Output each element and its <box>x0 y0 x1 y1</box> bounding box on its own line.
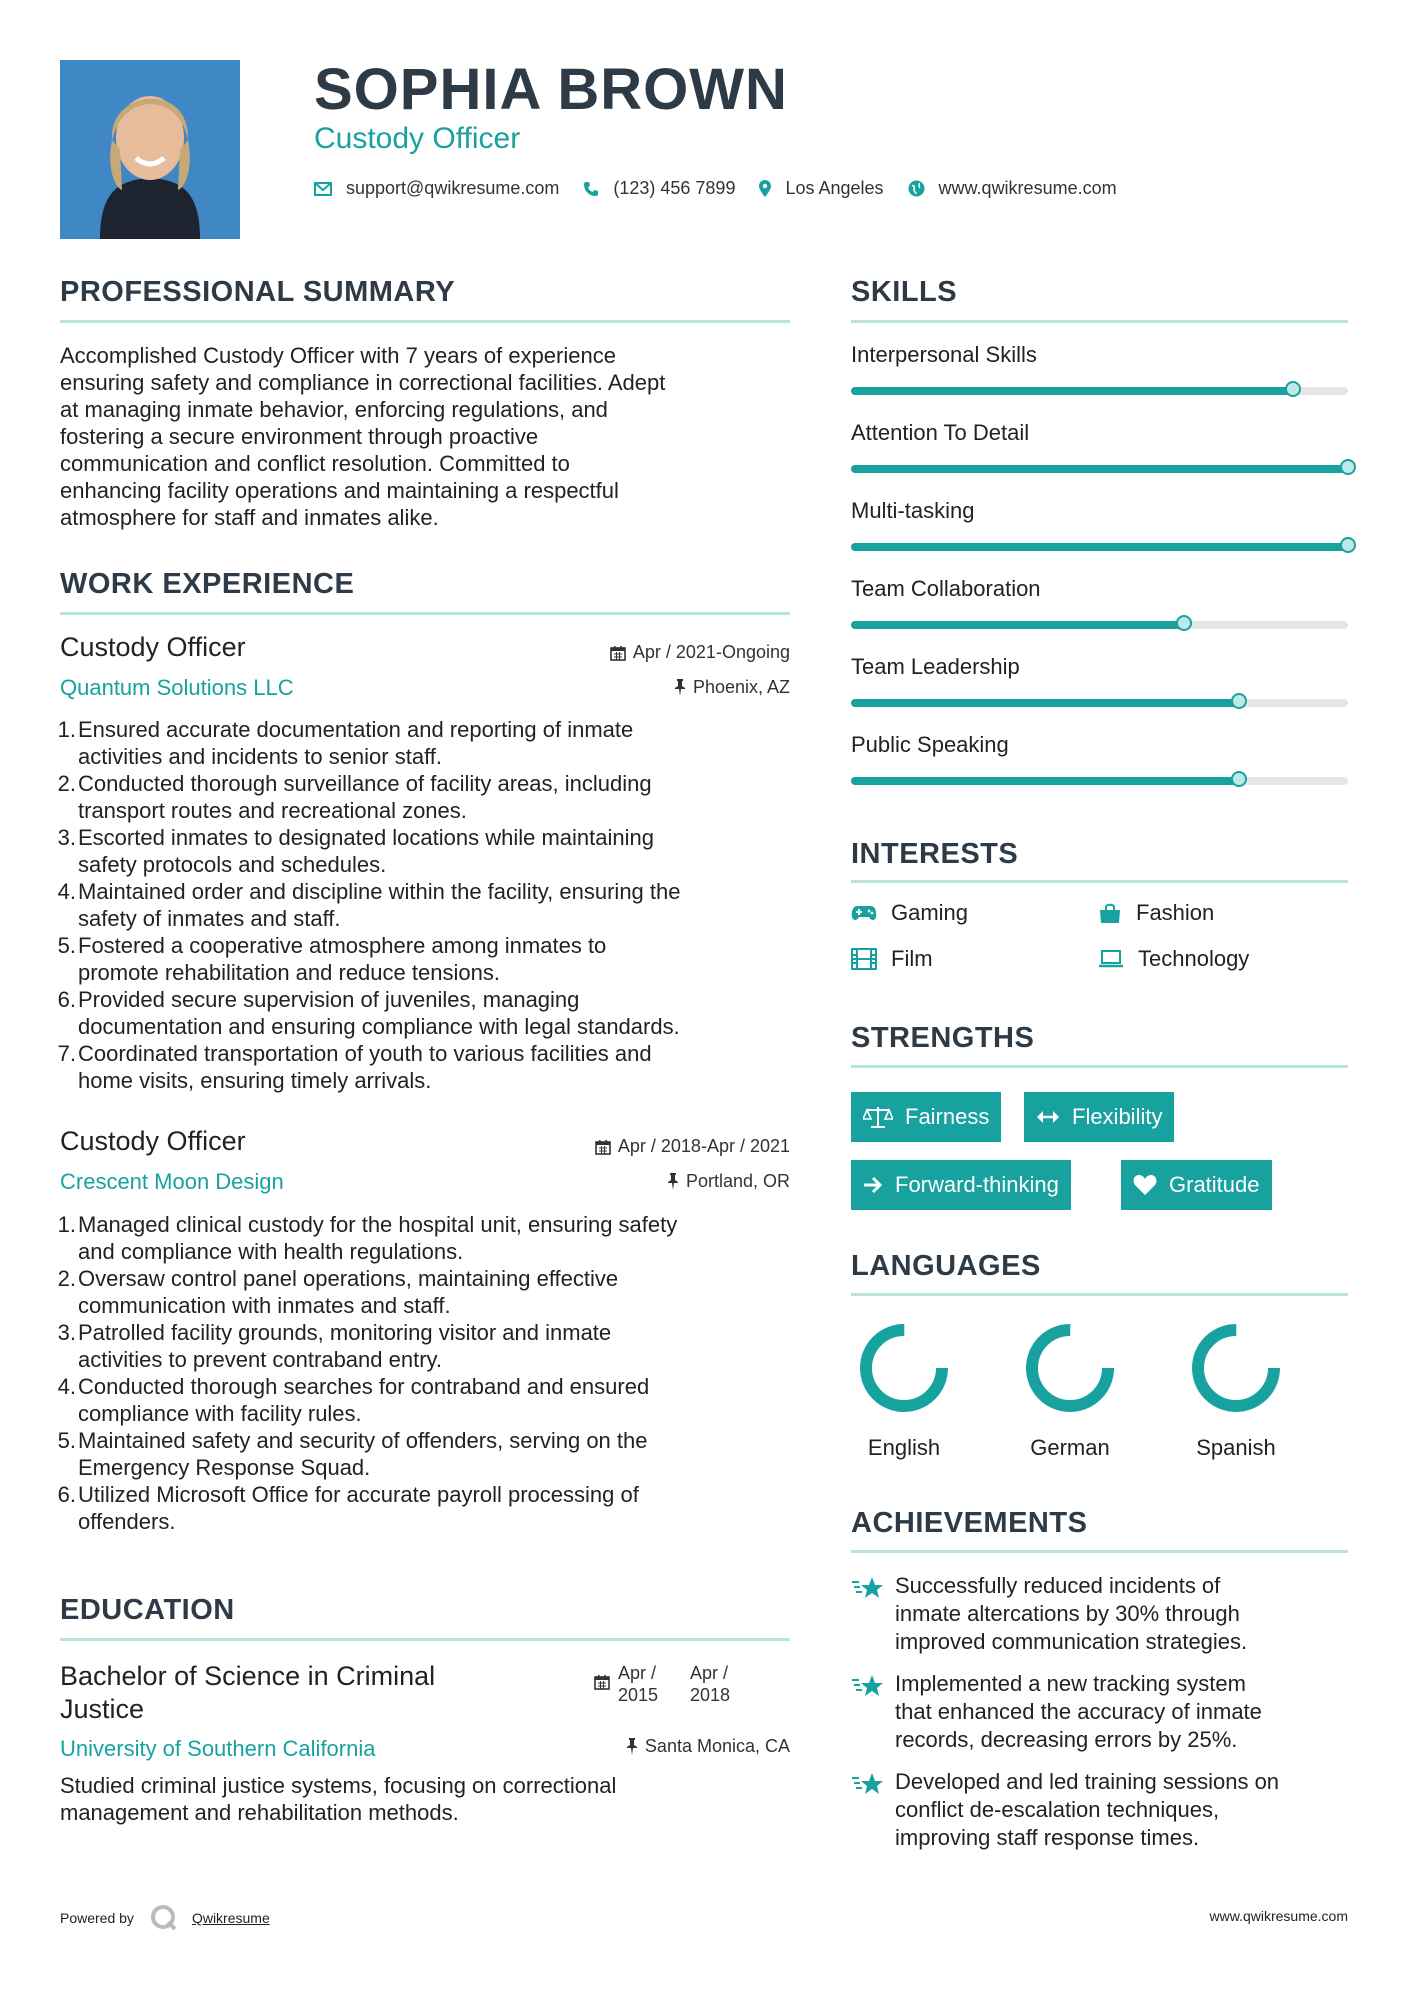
arrow-right-icon <box>863 1176 883 1194</box>
skill-level-knob <box>1285 381 1301 397</box>
strength-chip-flexibility <box>1024 1092 1174 1142</box>
skill-name: Public Speaking <box>851 732 1009 757</box>
arrows-horizontal-icon <box>1036 1110 1060 1124</box>
languages-list <box>851 1318 1348 1468</box>
language-ring <box>1176 1318 1296 1418</box>
achievements-divider <box>851 1550 1348 1553</box>
job-dates-text: Apr / 2021-Ongoing <box>632 642 790 662</box>
job-dates-text: Apr / 2018-Apr / 2021 <box>617 1136 790 1156</box>
brand-link[interactable]: Qwikresume <box>191 1910 270 1926</box>
strength-chip-gratitude <box>1121 1160 1272 1210</box>
calendar-icon <box>595 1139 611 1155</box>
skill-bar-fill <box>851 699 1239 707</box>
skill-bar-fill <box>851 543 1348 551</box>
summary-line: Accomplished Custody Officer with 7 years of experience <box>60 343 616 368</box>
language-item <box>1176 1318 1296 1461</box>
strength-label: Forward-thinking <box>895 1172 1059 1197</box>
summary-heading: PROFESSIONAL SUMMARY <box>60 276 456 308</box>
summary-line: fostering a secure environment through proactive <box>60 424 539 449</box>
skill-name: Interpersonal Skills <box>851 342 1037 367</box>
school-name: University of Southern California <box>60 1736 376 1761</box>
contact-bar <box>314 178 1141 199</box>
footer-url[interactable]: www.qwikresume.com <box>1209 1908 1348 1924</box>
shopping-bag-icon <box>1098 902 1122 924</box>
languages-divider <box>851 1293 1348 1296</box>
language-item <box>844 1318 964 1461</box>
summary-line: atmosphere for staff and inmates alike. <box>60 505 439 530</box>
education-description: Studied criminal justice systems, focusing on correctional management and rehabilitation methods. <box>60 1773 617 1825</box>
language-level-arc <box>1198 1330 1274 1406</box>
skill-level-knob <box>1231 771 1247 787</box>
skill-level-knob <box>1176 615 1192 631</box>
job-duties-list <box>57 716 818 1094</box>
calendar-icon <box>610 645 626 661</box>
skill-bar-fill <box>851 465 1348 473</box>
skill-row <box>851 576 1348 629</box>
interest-label: Technology <box>1138 946 1250 971</box>
skills-heading: SKILLS <box>851 276 958 308</box>
pushpin-icon <box>674 679 686 696</box>
list-item: 1. Managed clinical custody for the hospital unit, ensuring safety and compliance with health regulations. <box>57 1212 678 1264</box>
calendar-icon <box>594 1674 610 1690</box>
job-title: Custody Officer <box>60 1126 246 1156</box>
achievement-text: Successfully reduced incidents of inmate altercations by 30% through improved communication strategies. <box>895 1573 1248 1654</box>
balance-scale-icon <box>863 1106 893 1128</box>
achievements-list <box>851 1572 1348 1852</box>
interest-technology <box>1098 946 1249 972</box>
education-location-text: Santa Monica, CA <box>644 1736 790 1756</box>
company-name: Quantum Solutions LLC <box>60 675 294 700</box>
interest-gaming <box>851 900 968 926</box>
strengths-divider <box>851 1065 1348 1068</box>
education-start: Apr / 2015 <box>618 1663 659 1705</box>
list-item: 7. Coordinated transportation of youth to various facilities and home visits, ensuring timely arrivals. <box>57 1041 652 1093</box>
experience-divider <box>60 612 790 615</box>
list-item <box>851 1572 1348 1656</box>
job-title: Custody Officer <box>60 632 246 662</box>
strength-chip-forward-thinking <box>851 1160 1071 1210</box>
language-level-arc <box>866 1330 942 1406</box>
skill-level-knob <box>1340 537 1356 553</box>
achievements-heading: ACHIEVEMENTS <box>851 1507 1088 1539</box>
summary-line: enhancing facility operations and maintaining a respectful <box>60 478 619 503</box>
list-item: 5. Maintained safety and security of offenders, serving on the Emergency Response Squad. <box>57 1428 648 1480</box>
list-item <box>851 1670 1348 1754</box>
language-item <box>1010 1318 1130 1461</box>
skill-name: Team Leadership <box>851 654 1020 679</box>
shooting-star-icon <box>851 1672 885 1700</box>
skills-divider <box>851 320 1348 323</box>
job-location <box>480 677 790 698</box>
education-dates <box>594 1662 730 1706</box>
interests-heading: INTERESTS <box>851 838 1019 870</box>
website-link[interactable]: www.qwikresume.com <box>938 178 1117 198</box>
job-location <box>480 1171 790 1192</box>
language-name: English <box>867 1435 941 1460</box>
skill-bar-fill <box>851 777 1239 785</box>
candidate-title: Custody Officer <box>314 122 521 155</box>
interest-fashion <box>1098 900 1214 926</box>
email-icon <box>314 182 332 196</box>
film-icon <box>851 948 877 970</box>
summary-divider <box>60 320 790 323</box>
interests-divider <box>851 880 1348 883</box>
education-divider <box>60 1638 790 1641</box>
interest-label: Gaming <box>891 900 969 925</box>
phone-icon <box>583 181 599 197</box>
job-duties-list <box>57 1211 818 1535</box>
pushpin-icon <box>626 1738 638 1755</box>
list-item: 5. Fostered a cooperative atmosphere among inmates to promote rehabilitation and reduce tensions. <box>57 933 607 985</box>
shooting-star-icon <box>851 1770 885 1798</box>
gamepad-icon <box>851 904 877 922</box>
skill-bar-track <box>851 621 1348 629</box>
education-heading: EDUCATION <box>60 1594 235 1626</box>
company-name: Crescent Moon Design <box>60 1169 284 1194</box>
summary-line: at managing inmate behavior, enforcing regulations, and <box>60 397 608 422</box>
job-dates <box>480 642 790 663</box>
strength-chip-fairness <box>851 1092 1001 1142</box>
degree-title: Bachelor of Science in Criminal Justice <box>60 1661 436 1724</box>
skill-name: Multi-tasking <box>851 498 975 523</box>
skill-level-knob <box>1231 693 1247 709</box>
skill-row <box>851 342 1348 395</box>
list-item <box>851 1768 1348 1852</box>
globe-icon <box>908 180 925 197</box>
language-level-arc <box>1032 1330 1108 1406</box>
language-name: Spanish <box>1196 1435 1276 1460</box>
education-end: Apr / 2018 <box>690 1663 731 1705</box>
skill-bar-track <box>851 543 1348 551</box>
qwikresume-logo-icon <box>150 1904 178 1932</box>
skill-bar-track <box>851 465 1348 473</box>
avatar-icon <box>60 60 240 239</box>
education-location <box>480 1736 790 1757</box>
skill-level-knob <box>1340 459 1356 475</box>
location-pin-icon <box>759 180 771 197</box>
experience-heading: WORK EXPERIENCE <box>60 568 355 600</box>
powered-by-label: Powered by <box>60 1910 134 1926</box>
strengths-heading: STRENGTHS <box>851 1022 1035 1054</box>
candidate-name: SOPHIA BROWN <box>314 57 788 122</box>
job-location-text: Portland, OR <box>685 1171 790 1191</box>
interest-label: Fashion <box>1136 900 1215 925</box>
skill-row <box>851 732 1348 785</box>
strength-label: Flexibility <box>1072 1104 1163 1129</box>
strength-label: Fairness <box>905 1104 990 1129</box>
list-item: 6. Provided secure supervision of juveniles, managing documentation and ensuring compliance with legal standards. <box>57 987 680 1039</box>
achievement-text: Implemented a new tracking system that enhanced the accuracy of inmate records, decreasing errors by 25%. <box>895 1671 1262 1752</box>
skill-bar-fill <box>851 387 1293 395</box>
list-item: 4. Conducted thorough searches for contraband and ensured compliance with facility rules. <box>57 1374 650 1426</box>
summary-line: communication and conflict resolution. Committed to <box>60 451 570 476</box>
job-location-text: Phoenix, AZ <box>692 677 790 697</box>
summary-text <box>60 342 800 531</box>
skill-row <box>851 498 1348 551</box>
list-item: 6. Utilized Microsoft Office for accurate payroll processing of offenders. <box>57 1482 639 1534</box>
pushpin-icon <box>667 1173 679 1190</box>
list-item: 3. Patrolled facility grounds, monitoring visitor and inmate activities to prevent contraband entry. <box>57 1320 612 1372</box>
summary-line: ensuring safety and compliance in correctional facilities. Adept <box>60 370 666 395</box>
strength-label: Gratitude <box>1169 1172 1260 1197</box>
list-item: 4. Maintained order and discipline within the facility, ensuring the safety of inmates and staff. <box>57 879 681 931</box>
language-ring <box>1010 1318 1130 1418</box>
email-link[interactable]: support@qwikresume.com <box>346 178 560 198</box>
location-text: Los Angeles <box>785 178 884 198</box>
skill-bar-track <box>851 387 1348 395</box>
skill-bar-track <box>851 777 1348 785</box>
skill-row <box>851 654 1348 707</box>
heart-icon <box>1133 1174 1157 1196</box>
list-item: 3. Escorted inmates to designated locations while maintaining safety protocols and schedules. <box>57 825 654 877</box>
skill-bar-fill <box>851 621 1184 629</box>
skill-name: Team Collaboration <box>851 576 1041 601</box>
language-ring <box>844 1318 964 1418</box>
interest-label: Film <box>891 946 933 971</box>
skill-bar-track <box>851 699 1348 707</box>
skill-row <box>851 420 1348 473</box>
job-dates <box>480 1136 790 1157</box>
laptop-icon <box>1098 950 1124 968</box>
phone-number: (123) 456 7899 <box>613 178 736 198</box>
list-item: 1. Ensured accurate documentation and reporting of inmate activities and incidents to senior staff. <box>57 717 634 769</box>
languages-heading: LANGUAGES <box>851 1250 1041 1282</box>
skill-name: Attention To Detail <box>851 420 1030 445</box>
language-name: German <box>1030 1435 1110 1460</box>
list-item: 2. Conducted thorough surveillance of facility areas, including transport routes and recreational zones. <box>57 771 652 823</box>
list-item: 2. Oversaw control panel operations, maintaining effective communication with inmates and staff. <box>57 1266 619 1318</box>
profile-photo <box>60 60 240 239</box>
shooting-star-icon <box>851 1574 885 1602</box>
interest-film <box>851 946 933 972</box>
achievement-text: Developed and led training sessions on conflict de-escalation techniques, improving staff response times. <box>895 1769 1280 1850</box>
footer-powered <box>60 1904 270 1932</box>
